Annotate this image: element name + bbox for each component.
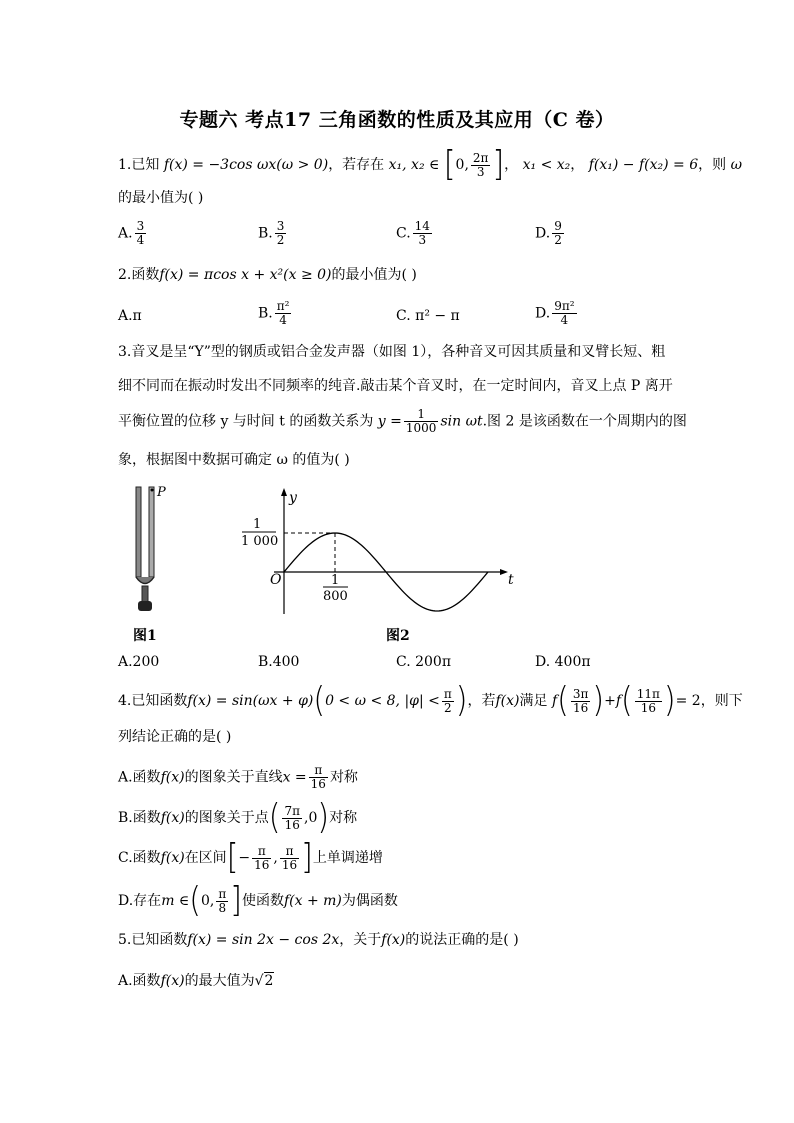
- bracket-right: ]: [301, 837, 313, 878]
- y-axis-label: y: [289, 490, 297, 506]
- option-text: 为偶函数: [341, 893, 398, 909]
- q4-f1-frac: [571, 688, 591, 715]
- q4-stem: [118, 680, 743, 721]
- sqrt-radicand: 2: [264, 973, 274, 989]
- q4-cond: 0 < ω < 8, |φ| <: [325, 693, 440, 709]
- q1-interval-frac: [471, 152, 491, 179]
- q4-plus: +: [604, 693, 616, 709]
- q3-sin: sin ωt: [440, 413, 483, 430]
- frac-num: π: [443, 686, 452, 701]
- paren-left: (: [268, 797, 281, 838]
- q2-option-b[interactable]: [258, 300, 293, 327]
- q2-option-c[interactable]: C. π² − π: [396, 308, 460, 324]
- frac-num: 9π²: [554, 299, 575, 313]
- q1-option-c[interactable]: [396, 220, 434, 247]
- option-text: B.函数: [118, 810, 161, 826]
- fig1-label: 图1: [133, 628, 157, 644]
- frac-num: π: [280, 845, 299, 859]
- option-frac: [275, 220, 287, 247]
- option-text: C.函数: [118, 850, 161, 866]
- option-frac: [135, 220, 147, 247]
- q1-stem-line2: 的最小值为( ): [118, 190, 204, 206]
- option-text: D.存在: [118, 893, 162, 909]
- frac-num: π: [309, 764, 328, 778]
- q1-mid1: ，若存在: [328, 157, 385, 173]
- paren-right: ): [455, 680, 468, 721]
- option-text: 的图象关于点: [184, 810, 269, 826]
- q5-stem: [118, 930, 519, 950]
- frac-den: 16: [284, 817, 300, 832]
- frac-num: 7π: [284, 803, 301, 818]
- q3-stem-line2: 细不同而在振动时发出不同频率的纯音.敲击某个音叉时，在一定时间内，音叉上点 P 离开: [118, 378, 673, 394]
- q4-option-b[interactable]: [118, 797, 358, 838]
- paren-left: (: [557, 680, 569, 721]
- option-text: 对称: [329, 769, 358, 786]
- option-frac: [552, 300, 576, 327]
- paren-right: ): [592, 680, 605, 721]
- option-minus: −: [238, 850, 251, 866]
- q2-prefix: 2.函数: [118, 267, 160, 283]
- option-label: B.: [258, 225, 273, 242]
- origin-label: O: [270, 572, 282, 588]
- q3-line3-a: 平衡位置的位移 y 与时间 t 的函数关系为: [118, 413, 374, 430]
- frac-den: 16: [254, 857, 270, 872]
- q5-mid: ，关于: [339, 932, 382, 948]
- paren-left: (: [621, 680, 633, 721]
- frac-den: 4: [136, 233, 145, 247]
- q3-option-c[interactable]: C. 200π: [396, 654, 452, 670]
- paren-right: ): [663, 680, 676, 721]
- frac-den: 2: [276, 233, 285, 247]
- q4-f2: f: [615, 693, 622, 709]
- frac-num: 14: [414, 219, 430, 233]
- q3-frac: [404, 408, 439, 435]
- option-text: 的最大值为: [184, 973, 255, 989]
- fig-p-label: P: [157, 485, 166, 500]
- q4-mid2: 满足: [519, 693, 548, 709]
- point-p: [151, 489, 154, 492]
- option-label: B.: [258, 305, 273, 322]
- t-axis-label: t: [508, 572, 514, 588]
- q4-suffix: ，则下: [700, 693, 743, 709]
- option-frac: [275, 300, 292, 327]
- option-fx: f(x + m): [283, 893, 342, 909]
- frac-num: π: [252, 845, 271, 859]
- fork-right-prong: [149, 487, 154, 577]
- y-tick-den: 1 000: [241, 534, 279, 549]
- q2-option-a[interactable]: A.π: [118, 308, 142, 324]
- q4-mid: ，若: [467, 693, 496, 709]
- option-fx: f(x): [160, 769, 185, 786]
- option-label: A.: [118, 225, 133, 242]
- frac-den: 16: [572, 700, 589, 715]
- q4-f2-frac: [635, 688, 662, 715]
- bracket-left: [: [226, 837, 239, 878]
- q2-option-d[interactable]: [535, 300, 579, 327]
- q5-suffix: 的说法正确的是( ): [405, 932, 519, 948]
- option-fx: f(x): [160, 810, 185, 826]
- q3-stem-line1: 3.音叉是呈“Y”型的钢质或铝合金发声器（如图 1），各种音叉可因其质量和叉臂长短、粗: [118, 344, 666, 360]
- option-comma: ,: [273, 850, 278, 866]
- option-zero: 0,: [201, 893, 215, 909]
- q4-option-c[interactable]: [118, 837, 383, 878]
- q1-stem: [118, 144, 742, 185]
- sine-graph-figure: [230, 482, 530, 622]
- frac-num: 3: [276, 219, 285, 233]
- q1-func: f(x) = −3cos ωx(ω > 0): [163, 157, 329, 173]
- q1-cond2: f(x₁) − f(x₂) = 6: [588, 157, 699, 173]
- option-text: 的图象关于直线: [184, 769, 283, 786]
- fig2-label: 图2: [386, 628, 410, 644]
- frac-num: 3π: [572, 686, 589, 701]
- option-fx: f(x): [160, 973, 185, 989]
- q3-stem-line3: [118, 408, 687, 435]
- frac-num: π²: [276, 299, 290, 313]
- fork-base: [138, 601, 152, 611]
- q4-option-a[interactable]: [118, 764, 358, 791]
- q4-f1: f: [551, 693, 558, 709]
- q5-func: f(x) = sin 2x − cos 2x: [187, 932, 340, 948]
- q1-option-d[interactable]: [535, 220, 566, 247]
- q1-cond1: x₁ < x₂: [522, 157, 571, 173]
- paren-right: ): [317, 797, 330, 838]
- q3-option-d[interactable]: D. 400π: [535, 654, 591, 670]
- frac-den: 2: [554, 233, 562, 247]
- option-label: D.: [535, 305, 551, 322]
- option-text: A.函数: [118, 769, 161, 786]
- q2-func: f(x) = πcos x + x²(x ≥ 0): [159, 267, 332, 283]
- x-tick-num: 1: [331, 573, 340, 588]
- frac-num: π: [218, 886, 227, 901]
- q1-interval-left: 0,: [455, 157, 469, 173]
- option-frac: [552, 220, 564, 247]
- fork-left-prong: [136, 487, 141, 577]
- q1-prefix: 1.已知: [118, 157, 160, 173]
- q1-mid4: ，则: [698, 157, 727, 173]
- q3-option-a[interactable]: A.200: [118, 654, 160, 670]
- frac-num: 11π: [636, 686, 660, 701]
- x-tick-den: 800: [323, 589, 348, 604]
- q4-option-d[interactable]: [118, 880, 398, 921]
- frac-den: 2: [444, 700, 452, 715]
- frac-num: 3: [136, 219, 145, 233]
- q2-suffix: 的最小值为( ): [331, 267, 417, 283]
- q1-option-a[interactable]: [118, 220, 148, 247]
- q1-option-b[interactable]: [258, 220, 288, 247]
- option-frac: [280, 845, 299, 872]
- frac-den: 1000: [405, 421, 437, 435]
- fork-bend: [136, 577, 154, 584]
- frac-den: 4: [279, 313, 287, 327]
- q4-func: f(x) = sin(ωx + φ): [187, 693, 314, 709]
- paren-left: (: [313, 680, 326, 721]
- bracket-right: ]: [492, 144, 505, 185]
- option-zero: ,0: [304, 810, 318, 826]
- q5-fx: f(x): [381, 932, 406, 948]
- frac-den: 16: [310, 777, 326, 791]
- frac-den: 3: [476, 164, 485, 179]
- y-axis-arrow: [281, 488, 287, 496]
- q4-eq: = 2: [675, 693, 701, 709]
- option-text: 在区间: [184, 850, 227, 866]
- q3-stem-line4: 象，根据图中数据可确定 ω 的值为( ): [118, 452, 350, 468]
- x-axis-arrow: [500, 569, 508, 575]
- q5-option-a[interactable]: [118, 971, 274, 991]
- fork-stem: [142, 586, 148, 602]
- tuning-fork-figure: [125, 482, 175, 622]
- q5-prefix: 5.已知函数: [118, 932, 188, 948]
- option-label: D.: [535, 225, 551, 242]
- q3-option-b[interactable]: B.400: [258, 654, 300, 670]
- option-frac: [309, 764, 328, 791]
- frac-den: 4: [560, 313, 569, 327]
- q4-prefix: 4.已知函数: [118, 693, 188, 709]
- option-frac: [413, 220, 432, 247]
- bracket-right: ]: [230, 880, 242, 921]
- q4-stem-line2: 列结论正确的是( ): [118, 729, 232, 745]
- frac-den: 16: [640, 700, 656, 715]
- q2-stem: [118, 265, 417, 285]
- frac-den: 16: [281, 857, 298, 872]
- q3-line3-b: .图 2 是该函数在一个周期内的图: [482, 413, 687, 430]
- option-frac: [216, 888, 228, 915]
- option-text: A.函数: [118, 973, 161, 989]
- q1-mid3: ，: [570, 157, 585, 173]
- q4-fx: f(x): [495, 693, 520, 709]
- frac-num: 2π: [472, 150, 489, 165]
- paren-left: (: [189, 880, 201, 921]
- option-text: 使函数: [241, 893, 284, 909]
- sqrt-symbol: √2: [254, 973, 274, 989]
- q1-mid2: ，: [504, 157, 519, 173]
- y-tick-num: 1: [253, 517, 262, 532]
- q4-cond-frac: [442, 688, 454, 715]
- frac-den: 8: [218, 900, 227, 915]
- q1-vars: x₁, x₂ ∈: [388, 157, 440, 173]
- option-frac: [252, 845, 271, 872]
- q1-omega: ω: [730, 157, 742, 173]
- option-frac: [282, 805, 302, 832]
- option-label: C.: [396, 225, 411, 242]
- page-title: 专题六 考点17 三角函数的性质及其应用（C 卷）: [179, 109, 615, 131]
- frac-num: 9: [554, 219, 562, 233]
- q3-eq: y =: [377, 413, 402, 430]
- frac-den: 3: [418, 233, 427, 247]
- option-fx: f(x): [160, 850, 185, 866]
- bracket-left: [: [443, 144, 456, 185]
- option-m: m ∈: [161, 893, 190, 909]
- frac-num: 1: [404, 408, 439, 422]
- option-eq: x =: [282, 769, 307, 786]
- option-text: 对称: [329, 810, 358, 826]
- option-text: 上单调递增: [312, 850, 383, 866]
